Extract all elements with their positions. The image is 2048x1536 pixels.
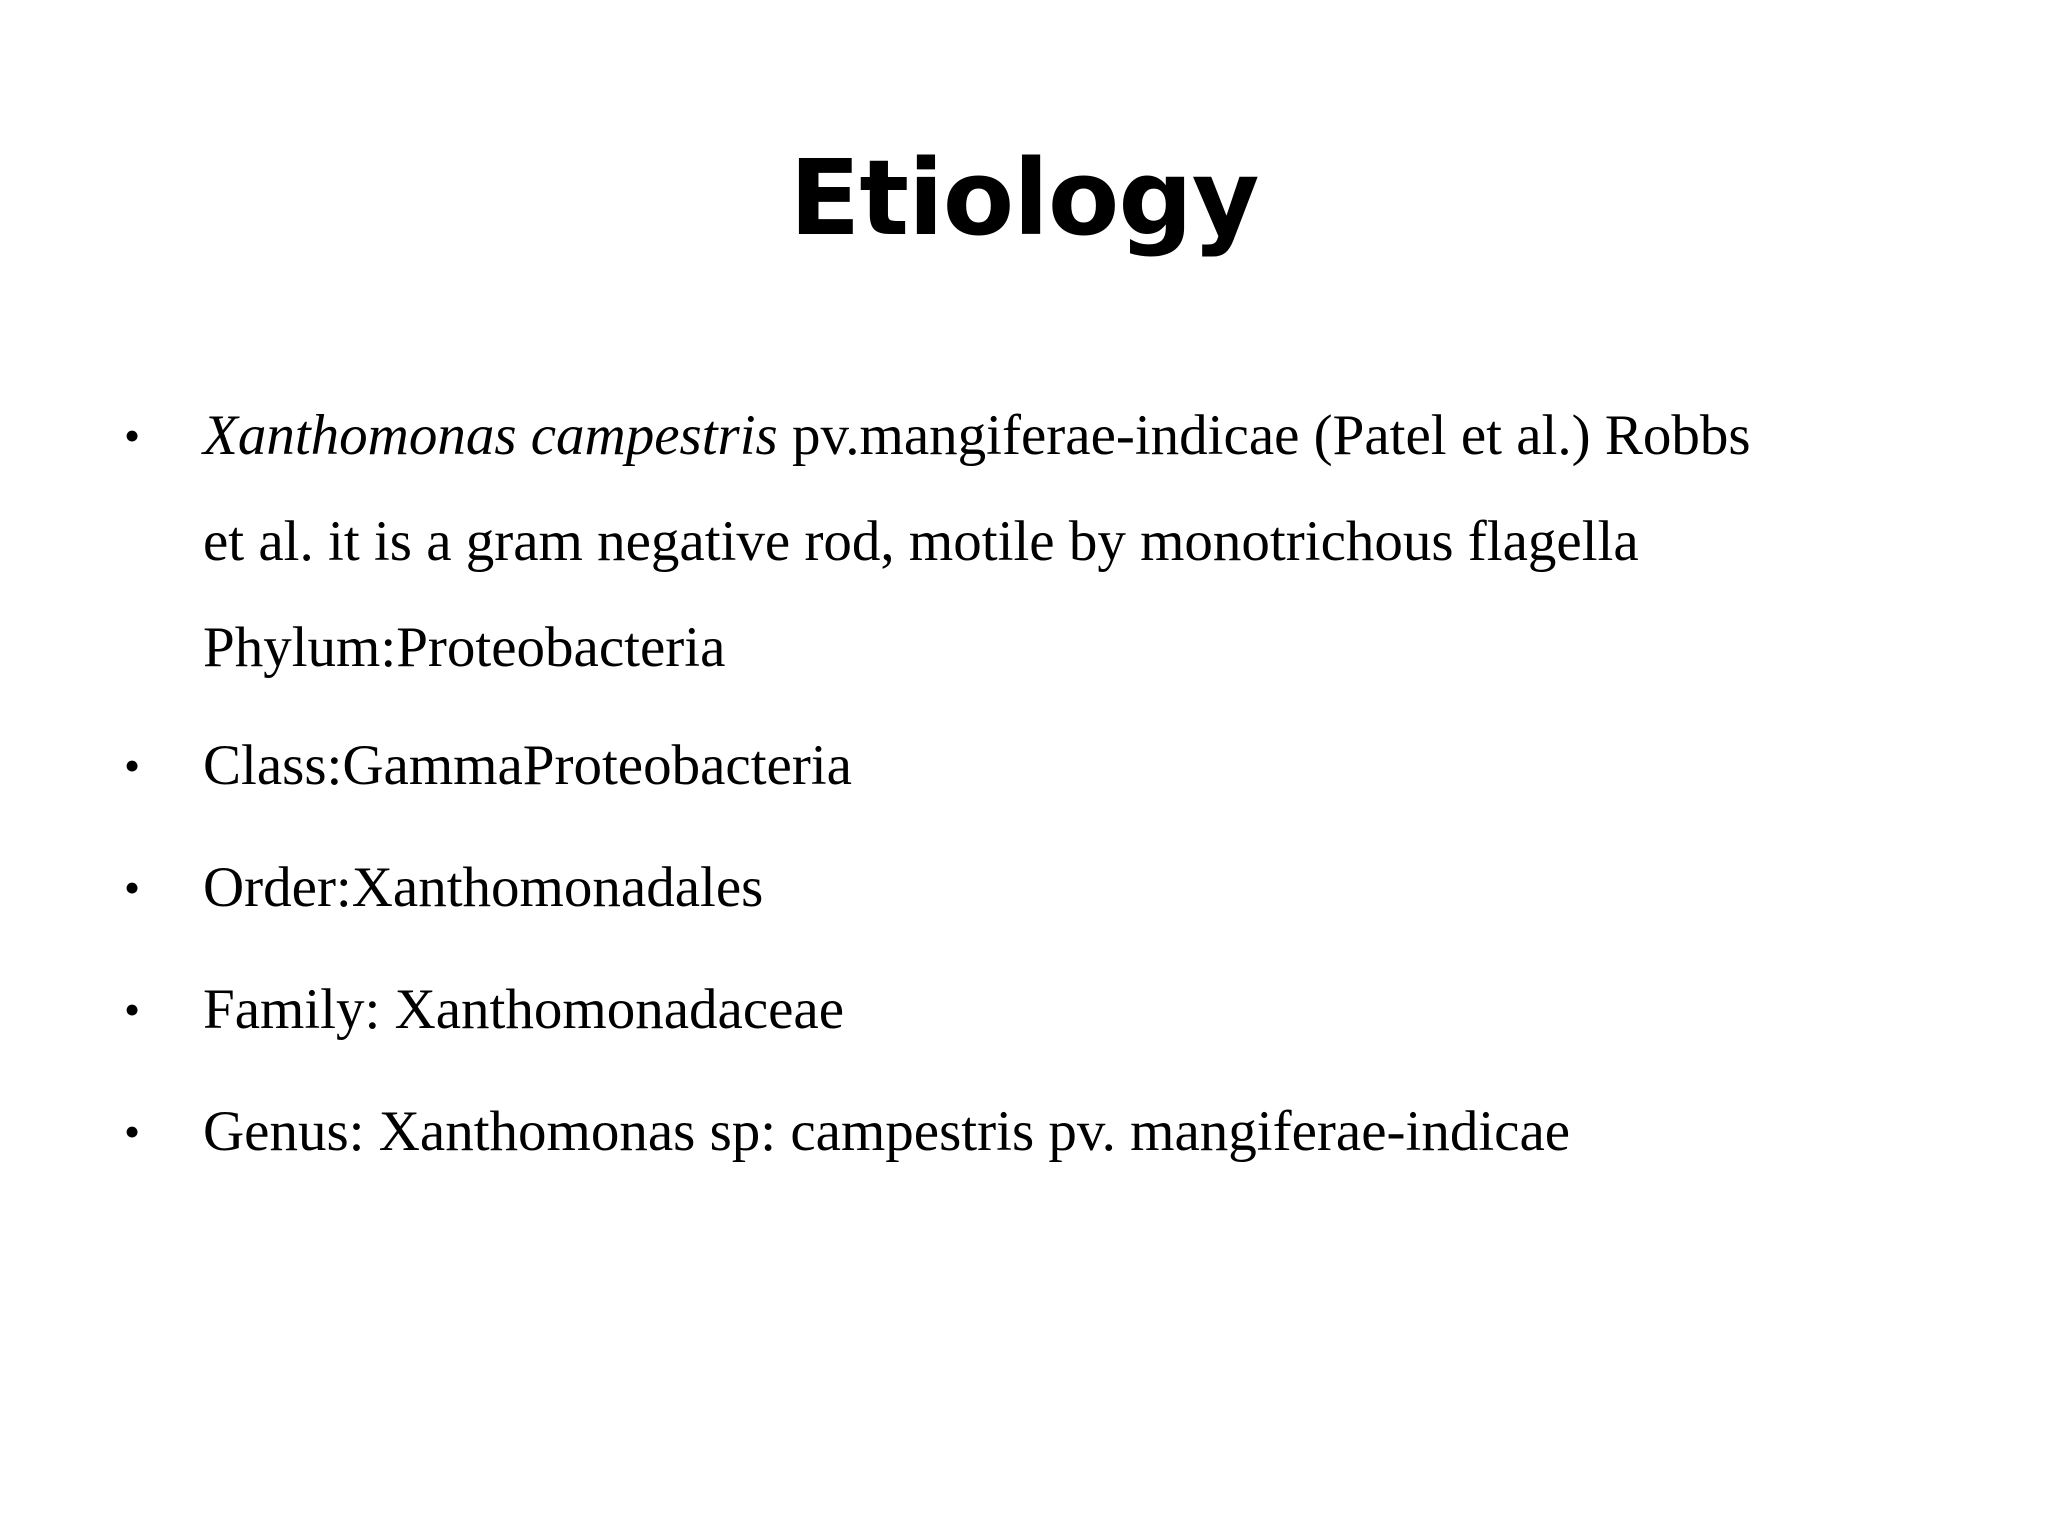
bullet-text: Family: Xanthomonadaceae bbox=[203, 978, 845, 1041]
bullet-marker: • bbox=[124, 740, 141, 791]
slide-title: Etiology bbox=[789, 137, 1259, 259]
species-name: Xanthomonas campestris bbox=[203, 404, 778, 467]
bullet-text bbox=[203, 383, 1933, 701]
bullet-text: Class:GammaProteobacteria bbox=[203, 734, 852, 797]
bullet-marker: • bbox=[124, 410, 141, 461]
bullet-line-rest: pv.mangiferae-indicae (Patel et al.) Robbs bbox=[777, 404, 1751, 467]
bullet-marker: • bbox=[124, 1106, 141, 1157]
bullet-text: Genus: Xanthomonas sp: campestris pv. mangiferae-indicae bbox=[203, 1100, 1571, 1163]
bullet-marker: • bbox=[124, 984, 141, 1035]
bullet-line: Phylum:Proteobacteria bbox=[203, 616, 726, 679]
bullet-text: Order:Xanthomonadales bbox=[203, 856, 764, 919]
bullet-marker: • bbox=[124, 862, 141, 913]
bullet-line bbox=[203, 383, 1933, 489]
bullet-line: et al. it is a gram negative rod, motile by monotrichous flagella bbox=[203, 510, 1639, 573]
